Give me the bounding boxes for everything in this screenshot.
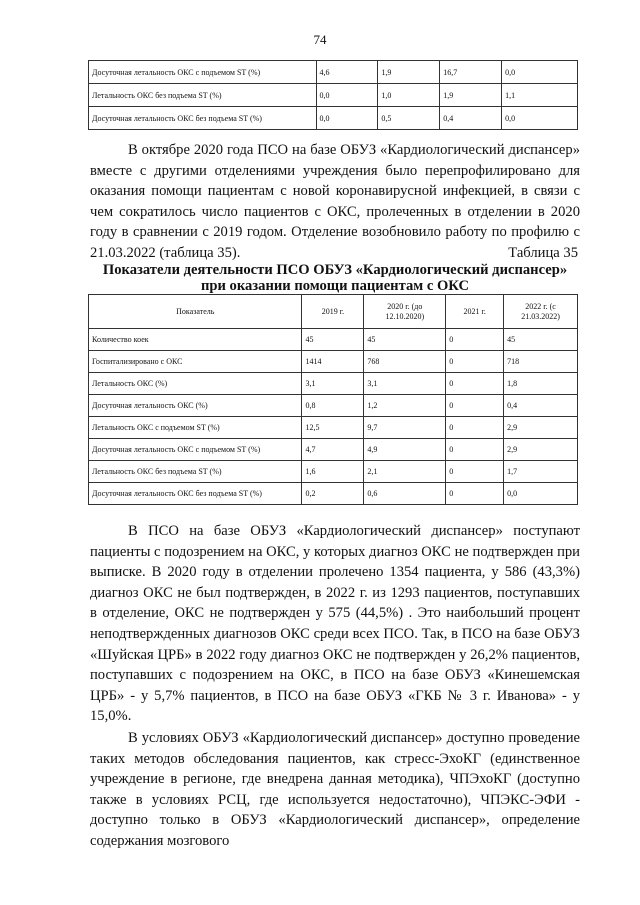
main-table bbox=[88, 294, 578, 505]
cell: 45 bbox=[504, 329, 578, 351]
cell: 0 bbox=[446, 373, 504, 395]
table-row bbox=[89, 417, 578, 439]
table-row bbox=[89, 373, 578, 395]
cell: 0 bbox=[446, 351, 504, 373]
cell: 0 bbox=[446, 329, 504, 351]
table-row bbox=[89, 84, 578, 107]
cell: 0,4 bbox=[440, 107, 502, 130]
table-row bbox=[89, 439, 578, 461]
cell: 3,1 bbox=[302, 373, 364, 395]
cell: 1,7 bbox=[504, 461, 578, 483]
cell: 0,0 bbox=[316, 84, 378, 107]
col-header: 2020 г. (до 12.10.2020) bbox=[364, 295, 446, 329]
cell: 768 bbox=[364, 351, 446, 373]
table-row bbox=[89, 107, 578, 130]
cell: 4,9 bbox=[364, 439, 446, 461]
row-label: Досуточная летальность ОКС без подъема ST (%) bbox=[89, 483, 302, 505]
cell: 0 bbox=[446, 395, 504, 417]
paragraph-1: В октябре 2020 года ПСО на базе ОБУЗ «Кардиологический диспансер» вместе с другими отделениями учреждения было перепрофилировано для оказания помощи пациентам с новой коронавирусной инфекцией, в связи с чем сократилось число пациентов с ОКС, пролеченных в отделении в 2020 году в сравнении с 2019 годом. Отделение возобновило работу по профилю с 21.03.2022 (таблица 35). bbox=[90, 142, 580, 261]
col-header: 2022 г. (с 21.03.2022) bbox=[504, 295, 578, 329]
cell: 9,7 bbox=[364, 417, 446, 439]
table-title-line-1: Показатели деятельности ПСО ОБУЗ «Кардиологический диспансер» bbox=[102, 262, 568, 278]
row-label: Летальность ОКС без подъема ST (%) bbox=[89, 461, 302, 483]
cell: 4,6 bbox=[316, 61, 378, 84]
cell: 0,6 bbox=[364, 483, 446, 505]
cell: 0,8 bbox=[302, 395, 364, 417]
cell: 0,4 bbox=[504, 395, 578, 417]
cell: 2,9 bbox=[504, 417, 578, 439]
table-title bbox=[80, 262, 590, 294]
cell: 0,0 bbox=[502, 107, 578, 130]
cell: 1,6 bbox=[302, 461, 364, 483]
table-header-row bbox=[89, 295, 578, 329]
cell: 0,0 bbox=[502, 61, 578, 84]
cell: 1,0 bbox=[378, 84, 440, 107]
cell: 1,8 bbox=[504, 373, 578, 395]
cell: 0,5 bbox=[378, 107, 440, 130]
cell: 2,1 bbox=[364, 461, 446, 483]
cell: 1,1 bbox=[502, 84, 578, 107]
table-row bbox=[89, 395, 578, 417]
row-label: Досуточная летальность ОКС (%) bbox=[89, 395, 302, 417]
cell: 718 bbox=[504, 351, 578, 373]
table-row bbox=[89, 329, 578, 351]
row-label: Досуточная летальность ОКС без подъема ST (%) bbox=[89, 107, 317, 130]
row-label: Количество коек bbox=[89, 329, 302, 351]
cell: 16,7 bbox=[440, 61, 502, 84]
table-row bbox=[89, 61, 578, 84]
table-title-line-2: при оказании помощи пациентам с ОКС bbox=[200, 278, 470, 294]
cell: 12,5 bbox=[302, 417, 364, 439]
row-label: Досуточная летальность ОКС с подъемом ST (%) bbox=[89, 439, 302, 461]
page-number: 74 bbox=[313, 32, 327, 47]
row-label: Летальность ОКС с подъемом ST (%) bbox=[89, 417, 302, 439]
cell: 2,9 bbox=[504, 439, 578, 461]
row-label: Летальность ОКС (%) bbox=[89, 373, 302, 395]
row-label: Госпитализировано с ОКС bbox=[89, 351, 302, 373]
cell: 3,1 bbox=[364, 373, 446, 395]
cell: 1,9 bbox=[440, 84, 502, 107]
cell: 0 bbox=[446, 461, 504, 483]
cell: 0,0 bbox=[316, 107, 378, 130]
row-label: Досуточная летальность ОКС с подъемом ST (%) bbox=[89, 61, 317, 84]
cell: 1,9 bbox=[378, 61, 440, 84]
cell: 1414 bbox=[302, 351, 364, 373]
cell: 45 bbox=[364, 329, 446, 351]
table-label: Таблица 35 bbox=[508, 245, 578, 261]
cell: 0 bbox=[446, 483, 504, 505]
cell: 45 bbox=[302, 329, 364, 351]
top-table bbox=[88, 60, 578, 130]
table-row bbox=[89, 461, 578, 483]
row-label: Летальность ОКС без подъема ST (%) bbox=[89, 84, 317, 107]
col-header: 2021 г. bbox=[446, 295, 504, 329]
cell: 0,0 bbox=[504, 483, 578, 505]
cell: 0,2 bbox=[302, 483, 364, 505]
col-header: 2019 г. bbox=[302, 295, 364, 329]
col-header: Показатель bbox=[89, 295, 302, 329]
table-row bbox=[89, 351, 578, 373]
paragraph-3: В условиях ОБУЗ «Кардиологический диспансер» доступно проведение таких методов обследования пациентов, как стресс-ЭхоКГ (единственное учреждение в регионе, где внедрена данная методика), ЧПЭхоКГ (доступно также в условиях РСЦ, где используется недостаточно), ЧПЭКС-ЭФИ - доступно только в ОБУЗ «Кардиологический диспансер», определение содержания мозгового bbox=[90, 730, 580, 849]
cell: 1,2 bbox=[364, 395, 446, 417]
cell: 0 bbox=[446, 439, 504, 461]
cell: 4,7 bbox=[302, 439, 364, 461]
paragraph-2: В ПСО на базе ОБУЗ «Кардиологический диспансер» поступают пациенты с подозрением на ОКС, у которых диагноз ОКС не подтвержден при выписке. В 2020 году в отделении пролечено 1354 пациента, у 586 (43,3%) диагноз ОКС не был подтвержден, в 2022 г. из 1293 пациентов, поступавших в отделение, ОКС не подтвержден у 575 (44,5%) . Это наибольший процент неподтвержденных диагнозов ОКС среди всех ПСО. Так, в ПСО на базе ОБУЗ «Шуйская ЦРБ» в 2022 году диагноз ОКС не подтвержден у 26,2% пациентов, поступавших с подозрением на ОКС, в ПСО на базе ОБУЗ «Кинешемская ЦРБ» - у 5,7% пациентов, в ПСО на базе ОБУЗ «ГКБ № 3 г. Иванова» - у 15,0%. bbox=[90, 523, 580, 725]
table-row bbox=[89, 483, 578, 505]
cell: 0 bbox=[446, 417, 504, 439]
